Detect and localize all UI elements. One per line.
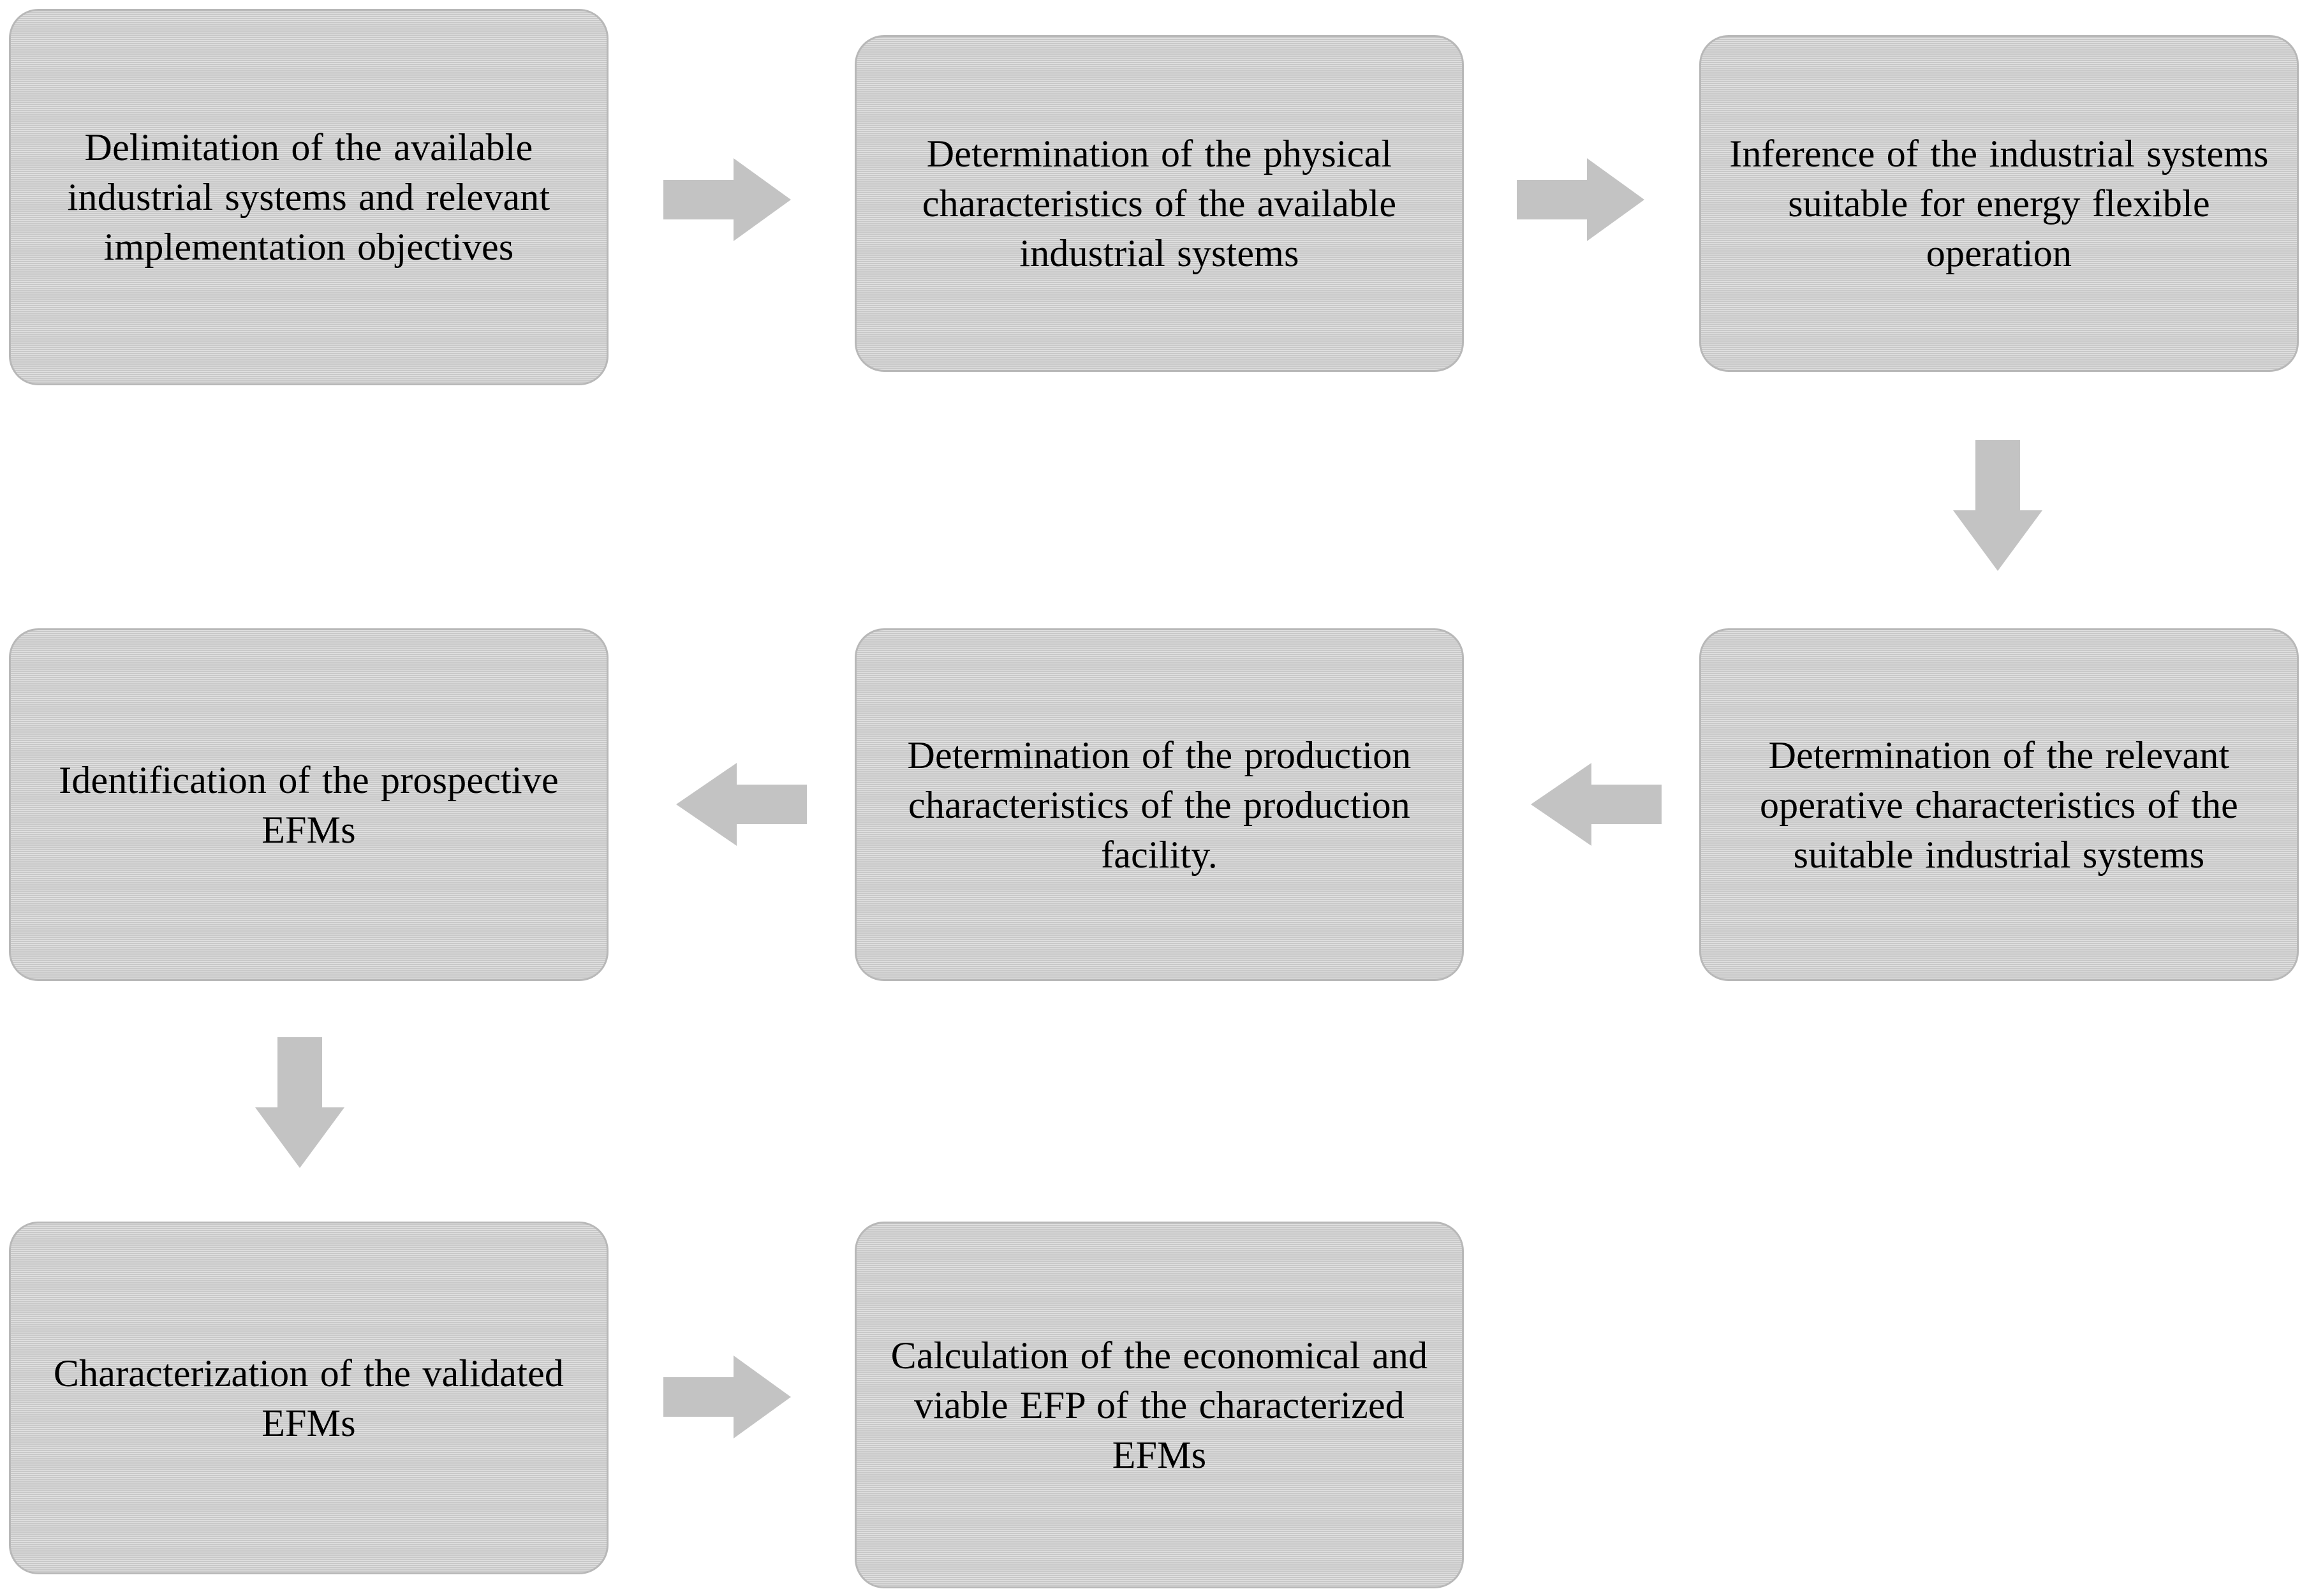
flow-node-3 (1699, 35, 2299, 372)
flow-node-6 (9, 628, 609, 981)
arrow-left-1-icon (1531, 763, 1662, 846)
flow-node-7-label: Characterization of the validated EFMs (53, 1352, 564, 1444)
arrow-down-2-icon (255, 1037, 344, 1168)
arrow-down-1-icon (1953, 440, 2042, 571)
flow-node-3-label: Inference of the industrial systems suitable for energy flexible operation (1729, 133, 2269, 274)
flow-node-4-label: Determination of the relevant operative characteristics of the suitable industrial systems (1759, 734, 2239, 876)
arrow-left-2-icon (676, 763, 807, 846)
flow-node-5 (855, 628, 1464, 981)
flow-node-5-label: Determination of the production characteristics of the production facility. (907, 734, 1412, 876)
arrow-right-3-icon (663, 1356, 791, 1438)
flow-node-2-label: Determination of the physical characteristics of the available industrial systems (922, 133, 1397, 274)
flow-node-8-label: Calculation of the economical and viable EFP of the characterized EFMs (890, 1334, 1428, 1476)
arrow-right-2-icon (1517, 158, 1644, 241)
flow-node-1 (9, 9, 609, 385)
arrow-right-1-icon (663, 158, 791, 241)
flow-node-6-label: Identification of the prospective EFMs (59, 758, 559, 851)
flow-node-8 (855, 1222, 1464, 1588)
flow-node-1-label: Delimitation of the available industrial systems and relevant implementation objectives (67, 126, 550, 268)
flow-node-7 (9, 1222, 609, 1574)
flow-node-4 (1699, 628, 2299, 981)
flow-node-2 (855, 35, 1464, 372)
